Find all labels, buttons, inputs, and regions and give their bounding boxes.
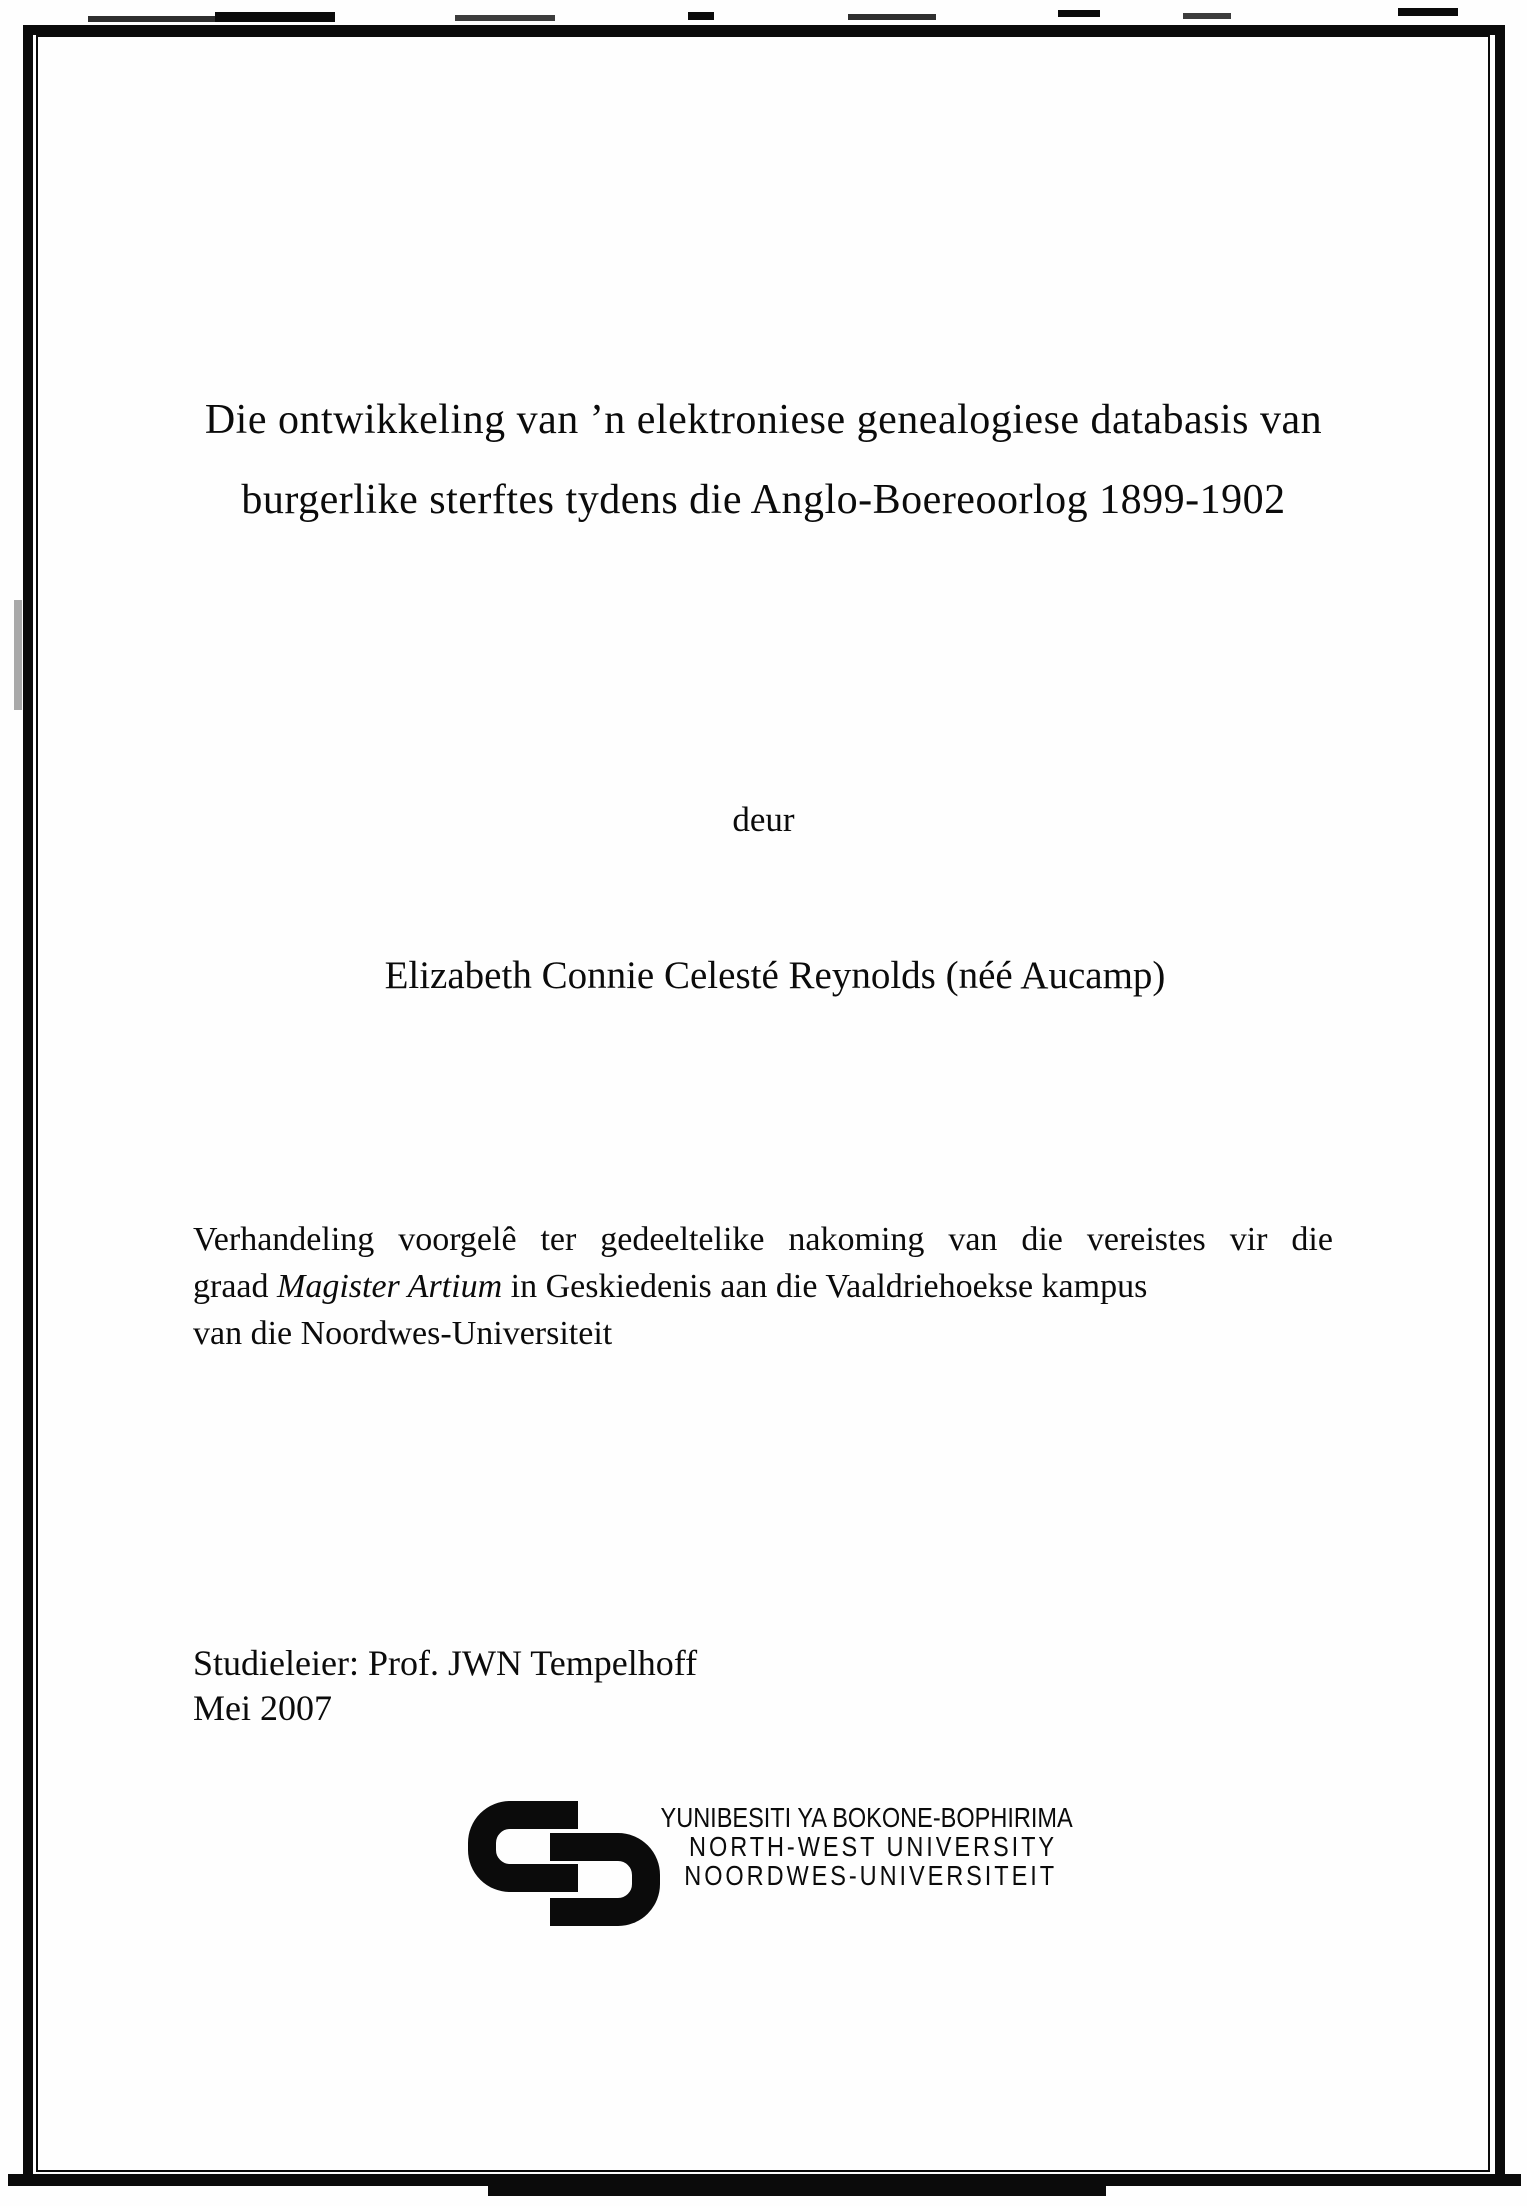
scan-artifact xyxy=(688,12,714,20)
supervisor-block xyxy=(193,1641,1093,1731)
logo-line-afrikaans: NOORDWES-UNIVERSITEIT xyxy=(684,1860,1057,1891)
degree-name-italic: Magister Artium xyxy=(277,1268,503,1305)
word: Verhandeling xyxy=(193,1221,375,1258)
thesis-title-line2: burgerlike sterftes tydens die Anglo-Boereoorlog 1899-1902 xyxy=(241,477,1286,523)
word: vir xyxy=(1229,1221,1268,1258)
degree-statement-line2 xyxy=(193,1263,1333,1310)
degree-statement-line3: van die Noordwes-Universiteit xyxy=(193,1315,613,1352)
word: voorgelê xyxy=(398,1221,517,1258)
thesis-title xyxy=(95,380,1432,540)
degree-statement-line2-pre: graad xyxy=(193,1268,278,1305)
word: nakoming xyxy=(788,1221,925,1258)
thesis-title-line1: Die ontwikkeling van ’n elektroniese genealogiese databasis van xyxy=(204,397,1323,443)
logo-line-english: NORTH-WEST UNIVERSITY xyxy=(689,1831,1057,1862)
author-name: Elizabeth Connie Celesté Reynolds (néé Aucamp) xyxy=(384,954,1166,997)
university-logo-text xyxy=(660,1802,1073,1891)
scan-artifact xyxy=(215,12,335,22)
logo-line-setswana: YUNIBESITI YA BOKONE-BOPHIRIMA xyxy=(660,1802,1073,1833)
date-line: Mei 2007 xyxy=(193,1688,332,1728)
scan-artifact xyxy=(1398,8,1458,16)
scan-artifact xyxy=(848,14,936,20)
degree-statement-line2-post: in Geskiedenis aan die Vaaldriehoekse kampus xyxy=(502,1268,1148,1305)
word: van xyxy=(948,1221,998,1258)
scan-artifact xyxy=(1058,10,1100,17)
word: vereistes xyxy=(1086,1221,1206,1258)
nwu-interlocking-links-icon xyxy=(468,1801,660,1926)
scan-artifact xyxy=(488,2180,1106,2196)
scan-artifact xyxy=(455,15,555,21)
word: die xyxy=(1021,1221,1063,1258)
word: ter xyxy=(540,1221,577,1258)
scan-artifact xyxy=(14,600,22,710)
word: die xyxy=(1291,1221,1333,1258)
scan-artifact xyxy=(1183,13,1231,19)
degree-statement-line1 xyxy=(193,1216,1333,1263)
by-word: deur xyxy=(732,800,795,839)
word: gedeeltelike xyxy=(600,1221,765,1258)
supervisor-line: Studieleier: Prof. JWN Tempelhoff xyxy=(193,1643,698,1683)
degree-statement xyxy=(193,1216,1333,1357)
